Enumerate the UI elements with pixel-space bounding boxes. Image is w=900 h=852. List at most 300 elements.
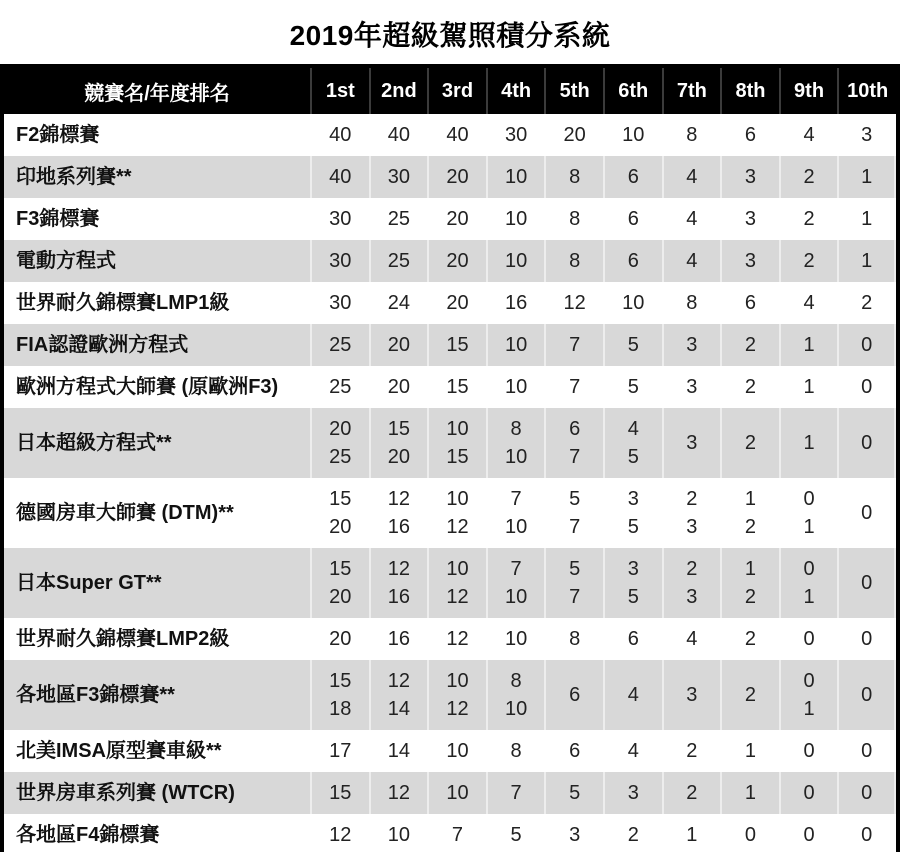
points-value: 0 [861,740,873,762]
points-value: 20 [446,166,469,188]
race-name-cell: 電動方程式 [4,240,310,282]
points-value: 16 [387,586,411,608]
points-value: 2 [803,208,815,230]
points-value: 15 [329,488,352,510]
points-value: 12 [387,782,411,804]
points-cell [310,730,369,772]
points-value: 4 [686,250,698,272]
points-value: 2 [744,432,757,454]
points-cell [310,366,369,408]
points-value: 7 [451,824,464,846]
points-cell [720,324,779,366]
points-value: 1 [744,558,757,580]
points-cell [720,618,779,660]
points-cell [837,814,896,852]
points-value: 2 [744,516,757,538]
points-value: 3 [744,208,757,230]
points-cell [369,408,428,478]
points-cell [720,548,779,618]
points-value: 10 [446,782,469,804]
points-cell [779,156,838,198]
points-value: 1 [744,740,757,762]
points-value: 25 [387,250,411,272]
race-name-cell: 北美IMSA原型賽車級** [4,730,310,772]
points-cell [369,366,428,408]
column-header-rank: 1st [310,68,369,114]
points-value: 5 [569,782,581,804]
points-value: 25 [329,446,352,468]
points-cell [662,478,721,548]
points-cell [486,478,545,548]
points-cell [603,366,662,408]
points-value: 3 [627,782,639,804]
points-value: 12 [563,292,586,314]
points-value: 20 [446,208,469,230]
points-value: 30 [329,292,352,314]
points-value: 4 [627,740,639,762]
points-cell [720,366,779,408]
points-value: 2 [744,334,757,356]
points-value: 4 [627,418,639,440]
points-value: 8 [510,670,522,692]
points-cell [369,548,428,618]
table-row [4,548,896,618]
points-value: 2 [686,558,698,580]
points-value: 2 [744,628,757,650]
points-cell [310,408,369,478]
points-value: 0 [861,684,873,706]
column-header-rank: 5th [544,68,603,114]
points-cell [662,660,721,730]
points-cell [837,282,896,324]
points-value: 5 [510,824,522,846]
points-value: 10 [622,292,645,314]
points-cell [837,156,896,198]
table-header [4,68,896,114]
points-cell [603,548,662,618]
points-value: 2 [686,740,698,762]
points-cell [486,156,545,198]
points-cell [720,282,779,324]
points-cell [369,282,428,324]
points-value: 4 [686,166,698,188]
points-value: 2 [861,292,873,314]
points-value: 4 [803,292,815,314]
column-header-rank: 4th [486,68,545,114]
points-cell [486,366,545,408]
race-name-cell: 各地區F3錦標賽** [4,660,310,730]
points-value: 10 [446,488,469,510]
points-cell [369,478,428,548]
points-value: 2 [744,586,757,608]
points-value: 10 [446,418,469,440]
points-value: 5 [627,586,639,608]
points-cell [544,814,603,852]
points-cell [369,618,428,660]
table-row [4,730,896,772]
points-cell [779,618,838,660]
points-value: 30 [329,208,352,230]
points-value: 1 [803,516,815,538]
points-value: 6 [627,250,639,272]
points-cell [837,478,896,548]
points-cell [544,198,603,240]
points-value: 2 [627,824,639,846]
points-cell [310,548,369,618]
points-value: 10 [504,376,528,398]
points-cell [837,240,896,282]
points-value: 20 [446,292,469,314]
points-value: 25 [329,334,352,356]
points-value: 40 [329,166,352,188]
table-row [4,618,896,660]
points-value: 8 [569,166,581,188]
points-cell [779,814,838,852]
points-cell [544,324,603,366]
points-cell [720,240,779,282]
points-value: 1 [803,334,815,356]
race-name-cell: 世界耐久錦標賽LMP1級 [4,282,310,324]
points-cell [720,730,779,772]
points-cell [427,366,486,408]
points-value: 2 [686,488,698,510]
race-name-cell: F2錦標賽 [4,114,310,156]
points-cell [837,548,896,618]
points-value: 10 [446,670,469,692]
points-cell [427,114,486,156]
points-value: 10 [446,740,469,762]
points-cell [369,156,428,198]
points-cell [662,618,721,660]
points-cell [369,814,428,852]
points-cell [369,198,428,240]
points-value: 20 [563,124,586,146]
points-value: 30 [329,250,352,272]
points-cell [544,156,603,198]
points-cell [662,156,721,198]
points-value: 15 [446,334,469,356]
points-value: 7 [510,558,522,580]
points-value: 6 [627,166,639,188]
points-value: 30 [504,124,528,146]
points-cell [779,114,838,156]
points-value: 5 [627,446,639,468]
points-value: 8 [686,124,698,146]
points-cell [603,198,662,240]
points-value: 2 [803,250,815,272]
points-cell [662,772,721,814]
points-value: 40 [387,124,411,146]
points-cell [603,156,662,198]
points-cell [427,324,486,366]
points-cell [779,730,838,772]
points-cell [369,240,428,282]
points-value: 10 [504,516,528,538]
points-value: 6 [569,684,581,706]
points-cell [603,114,662,156]
points-cell [369,772,428,814]
table-body [4,114,896,852]
points-value: 16 [387,628,411,650]
column-header-rank: 2nd [369,68,428,114]
points-value: 1 [861,250,873,272]
points-value: 15 [446,446,469,468]
points-cell [369,730,428,772]
column-header-rank: 8th [720,68,779,114]
points-value: 3 [744,250,757,272]
race-name-cell: 世界耐久錦標賽LMP2級 [4,618,310,660]
points-value: 6 [744,292,757,314]
points-value: 3 [686,516,698,538]
points-cell [486,408,545,478]
points-value: 4 [686,628,698,650]
points-value: 10 [504,586,528,608]
points-cell [486,240,545,282]
points-value: 0 [861,824,873,846]
points-value: 7 [569,516,581,538]
points-value: 8 [569,628,581,650]
points-value: 40 [329,124,352,146]
points-cell [427,814,486,852]
points-cell [310,198,369,240]
column-header-race-name: 競賽名/年度排名 [4,68,310,114]
points-cell [720,660,779,730]
points-cell [427,282,486,324]
race-name-cell: 世界房車系列賽 (WTCR) [4,772,310,814]
points-value: 3 [744,166,757,188]
points-cell [662,198,721,240]
points-cell [427,548,486,618]
points-value: 1 [803,586,815,608]
points-cell [720,408,779,478]
points-value: 6 [569,740,581,762]
points-cell [544,478,603,548]
points-value: 4 [803,124,815,146]
points-value: 20 [329,586,352,608]
table-row [4,324,896,366]
points-value: 20 [329,628,352,650]
points-value: 5 [627,334,639,356]
points-cell [837,772,896,814]
points-cell [427,730,486,772]
points-cell [427,772,486,814]
race-name-cell: 德國房車大師賽 (DTM)** [4,478,310,548]
points-value: 15 [446,376,469,398]
points-value: 14 [387,740,411,762]
points-cell [779,366,838,408]
points-value: 16 [504,292,528,314]
points-value: 12 [387,558,411,580]
points-value: 1 [861,166,873,188]
points-cell [779,408,838,478]
points-cell [779,548,838,618]
points-cell [427,660,486,730]
points-value: 0 [803,824,815,846]
points-value: 12 [387,670,411,692]
race-name-cell: F3錦標賽 [4,198,310,240]
points-cell [310,114,369,156]
points-value: 16 [387,516,411,538]
points-value: 0 [803,558,815,580]
points-cell [720,772,779,814]
points-value: 10 [446,558,469,580]
points-cell [369,324,428,366]
points-value: 30 [387,166,411,188]
column-header-rank: 3rd [427,68,486,114]
points-value: 15 [329,558,352,580]
points-cell [603,772,662,814]
points-value: 10 [504,628,528,650]
points-cell [486,324,545,366]
table-row [4,114,896,156]
points-value: 20 [387,446,411,468]
points-cell [310,660,369,730]
points-cell [544,618,603,660]
points-cell [603,282,662,324]
points-value: 1 [744,782,757,804]
points-cell [486,198,545,240]
points-cell [369,114,428,156]
points-value: 7 [569,446,581,468]
points-cell [603,618,662,660]
race-name-cell: 各地區F4錦標賽 [4,814,310,852]
points-cell [603,408,662,478]
points-cell [603,324,662,366]
race-name-cell: 歐洲方程式大師賽 (原歐洲F3) [4,366,310,408]
points-value: 6 [627,208,639,230]
points-cell [310,478,369,548]
points-value: 10 [504,334,528,356]
points-value: 1 [744,488,757,510]
points-value: 4 [686,208,698,230]
points-cell [544,114,603,156]
points-cell [662,366,721,408]
points-cell [427,408,486,478]
points-cell [720,814,779,852]
points-value: 10 [504,698,528,720]
points-cell [486,772,545,814]
points-cell [779,478,838,548]
points-cell [544,548,603,618]
points-cell [603,660,662,730]
points-cell [720,198,779,240]
points-value: 8 [510,418,522,440]
points-value: 0 [861,782,873,804]
points-cell [486,660,545,730]
points-cell [486,282,545,324]
points-value: 20 [387,334,411,356]
race-name-cell: 日本超級方程式** [4,408,310,478]
header-row [4,68,896,114]
points-cell [662,408,721,478]
points-value: 3 [686,334,698,356]
column-header-rank: 7th [662,68,721,114]
points-cell [544,730,603,772]
points-cell [662,114,721,156]
points-value: 0 [803,670,815,692]
points-value: 0 [861,376,873,398]
points-cell [544,366,603,408]
table-row [4,198,896,240]
points-cell [720,478,779,548]
table-row [4,772,896,814]
points-value: 2 [744,376,757,398]
points-cell [310,156,369,198]
points-value: 0 [861,628,873,650]
points-value: 20 [446,250,469,272]
points-value: 12 [446,698,469,720]
points-value: 17 [329,740,352,762]
points-value: 7 [569,586,581,608]
points-value: 40 [446,124,469,146]
points-cell [779,198,838,240]
points-cell [544,660,603,730]
points-cell [837,366,896,408]
table-row [4,156,896,198]
points-value: 0 [803,628,815,650]
points-value: 1 [861,208,873,230]
points-value: 0 [744,824,757,846]
points-value: 2 [803,166,815,188]
points-value: 0 [803,488,815,510]
points-value: 15 [329,782,352,804]
points-cell [427,156,486,198]
points-value: 18 [329,698,352,720]
column-header-rank: 6th [603,68,662,114]
points-cell [369,660,428,730]
points-cell [662,240,721,282]
points-value: 10 [504,250,528,272]
points-cell [779,240,838,282]
points-value: 0 [803,782,815,804]
points-value: 4 [627,684,639,706]
points-value: 0 [803,740,815,762]
points-cell [603,240,662,282]
points-cell [486,618,545,660]
points-value: 1 [686,824,698,846]
table-row [4,660,896,730]
points-cell [310,240,369,282]
points-value: 0 [861,572,873,594]
table-row [4,478,896,548]
points-value: 6 [744,124,757,146]
table-row [4,240,896,282]
points-cell [837,730,896,772]
table-row [4,282,896,324]
points-value: 3 [686,376,698,398]
points-value: 6 [627,628,639,650]
points-cell [837,618,896,660]
points-cell [837,114,896,156]
points-value: 12 [387,488,411,510]
points-cell [310,814,369,852]
points-cell [837,660,896,730]
points-value: 3 [686,684,698,706]
points-cell [427,618,486,660]
points-value: 14 [387,698,411,720]
points-value: 7 [510,782,522,804]
points-cell [837,198,896,240]
points-value: 10 [504,166,528,188]
points-value: 15 [329,670,352,692]
points-value: 3 [686,586,698,608]
table-row [4,814,896,852]
points-cell [779,324,838,366]
points-value: 3 [861,124,873,146]
page-title: 2019年超級駕照積分系統 [289,20,611,51]
points-value: 3 [627,488,639,510]
points-value: 15 [387,418,411,440]
